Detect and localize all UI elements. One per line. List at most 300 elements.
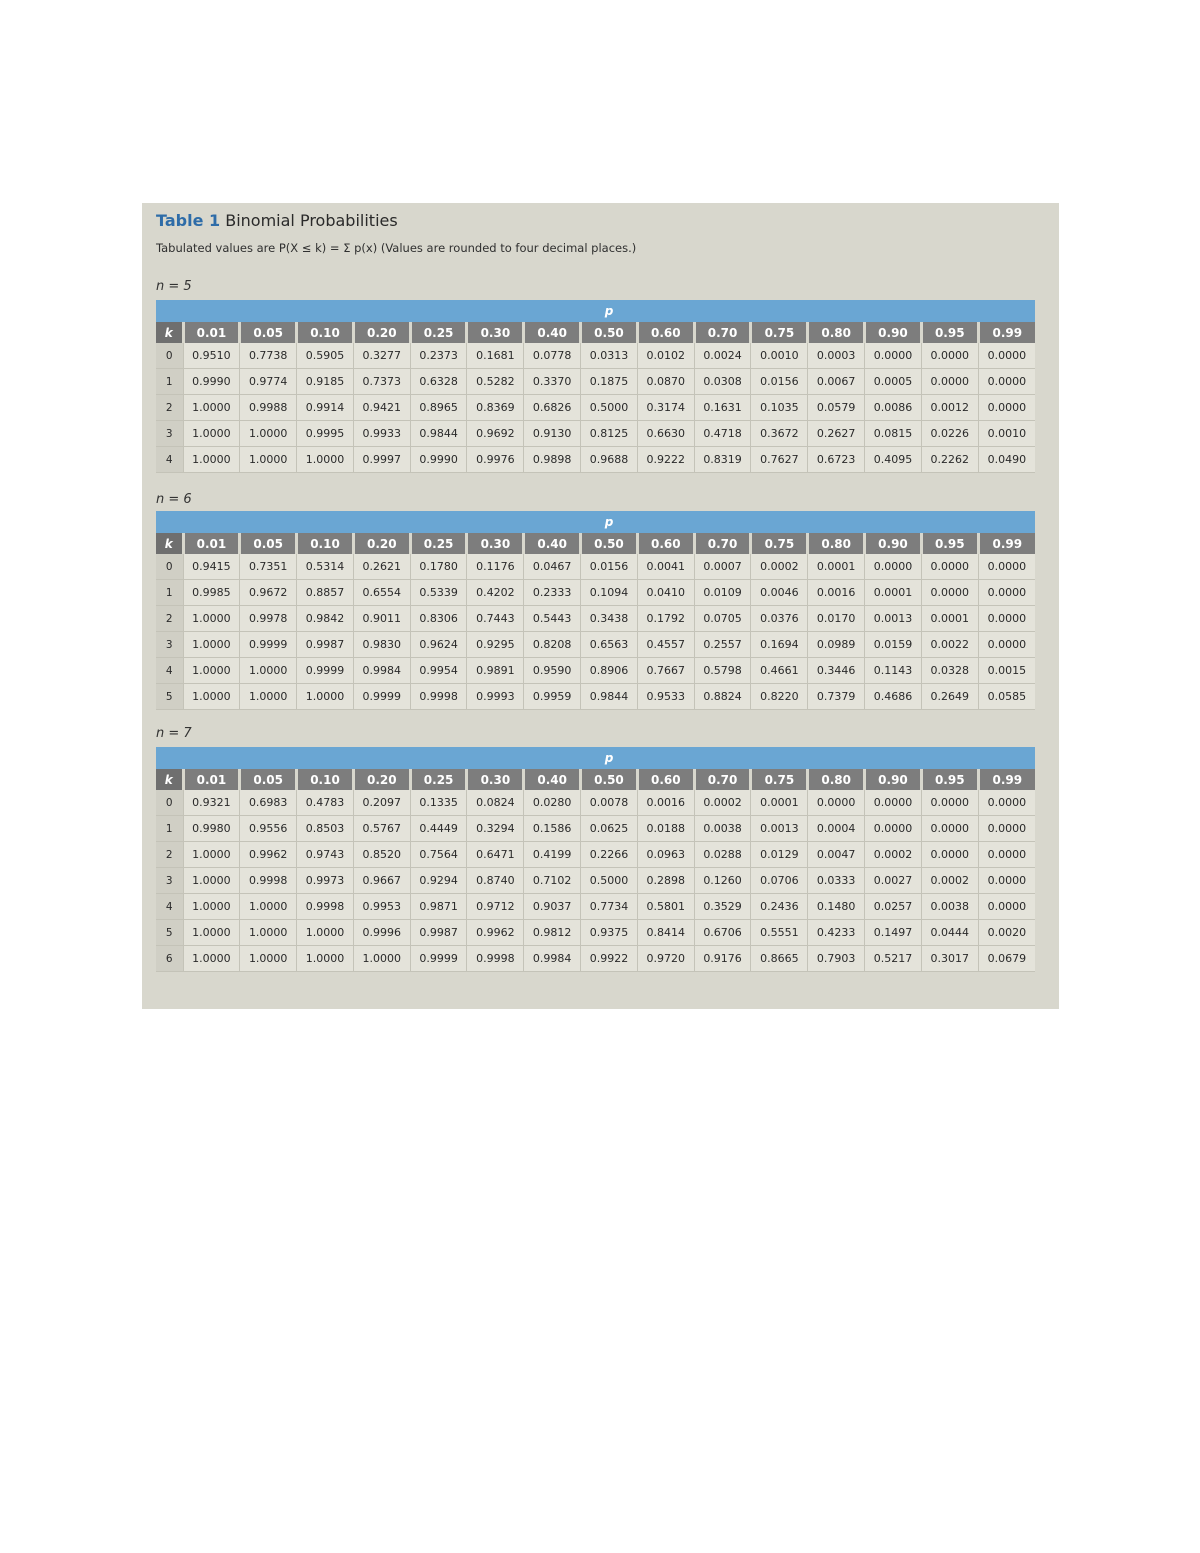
probability-cell: 1.0000 [183, 920, 240, 946]
probability-cell: 0.0156 [751, 369, 808, 395]
probability-cell: 0.4233 [808, 920, 865, 946]
p-column-header: 0.60 [637, 322, 694, 343]
probability-cell: 1.0000 [183, 632, 240, 658]
p-column-header: 0.40 [524, 322, 581, 343]
probability-cell: 0.4718 [694, 421, 751, 447]
probability-cell: 0.9774 [240, 369, 297, 395]
k-value-cell: 2 [156, 842, 183, 868]
probability-cell: 0.9999 [410, 946, 467, 972]
n-label: n = 7 [156, 726, 192, 741]
probability-cell: 0.1335 [410, 790, 467, 816]
probability-cell: 0.0000 [921, 580, 978, 606]
probability-cell: 0.4199 [524, 842, 581, 868]
probability-cell: 0.5000 [581, 868, 638, 894]
p-column-header: 0.25 [410, 769, 467, 790]
probability-cell: 0.3446 [808, 658, 865, 684]
k-value-cell: 5 [156, 684, 183, 710]
p-header-row [156, 747, 1035, 769]
probability-cell: 0.8857 [297, 580, 354, 606]
probability-cell: 0.5217 [865, 946, 922, 972]
p-column-header: 0.40 [524, 769, 581, 790]
probability-cell: 0.9844 [581, 684, 638, 710]
probability-cell: 0.1631 [694, 395, 751, 421]
probability-cell: 0.1780 [410, 554, 467, 580]
probability-cell: 0.0005 [865, 369, 922, 395]
probability-cell: 0.9999 [353, 684, 410, 710]
probability-cell: 0.0022 [921, 632, 978, 658]
probability-cell: 0.0000 [978, 868, 1035, 894]
table-row [156, 421, 1035, 447]
table-title-text: Binomial Probabilities [225, 211, 398, 230]
probability-cell: 1.0000 [240, 684, 297, 710]
probability-cell: 0.9421 [353, 395, 410, 421]
probability-cell: 0.0410 [637, 580, 694, 606]
p-column-header: 0.10 [297, 322, 354, 343]
probability-cell: 1.0000 [240, 894, 297, 920]
table-row [156, 369, 1035, 395]
probability-cell: 0.0778 [524, 343, 581, 369]
table-row [156, 395, 1035, 421]
probability-cell: 0.0280 [524, 790, 581, 816]
probability-cell: 1.0000 [297, 920, 354, 946]
probability-cell: 0.2097 [353, 790, 410, 816]
table-row [156, 842, 1035, 868]
probability-cell: 0.2898 [637, 868, 694, 894]
probability-cell: 0.9922 [581, 946, 638, 972]
probability-cell: 0.0226 [921, 421, 978, 447]
probability-cell: 0.3438 [581, 606, 638, 632]
probability-cell: 0.0824 [467, 790, 524, 816]
probability-cell: 0.9976 [467, 447, 524, 473]
probability-cell: 0.0001 [865, 580, 922, 606]
probability-cell: 0.9990 [183, 369, 240, 395]
probability-cell: 0.9624 [410, 632, 467, 658]
p-column-header: 0.75 [751, 533, 808, 554]
probability-cell: 0.1792 [637, 606, 694, 632]
p-column-header: 0.95 [921, 322, 978, 343]
probability-cell: 0.0000 [978, 369, 1035, 395]
probability-cell: 0.0000 [978, 816, 1035, 842]
probability-cell: 0.0257 [865, 894, 922, 920]
probability-cell: 0.5339 [410, 580, 467, 606]
k-value-cell: 4 [156, 894, 183, 920]
probability-cell: 1.0000 [183, 447, 240, 473]
probability-cell: 0.9998 [467, 946, 524, 972]
probability-cell: 1.0000 [240, 946, 297, 972]
p-header-row [156, 300, 1035, 322]
probability-cell: 0.1260 [694, 868, 751, 894]
probability-cell: 0.0625 [581, 816, 638, 842]
probability-cell: 0.0016 [808, 580, 865, 606]
probability-cell: 0.0000 [978, 554, 1035, 580]
probability-cell: 0.3017 [921, 946, 978, 972]
p-header-label: p [183, 300, 1035, 322]
probability-cell: 0.0870 [637, 369, 694, 395]
probability-cell: 0.2649 [921, 684, 978, 710]
p-column-header: 0.30 [467, 769, 524, 790]
probability-cell: 0.3529 [694, 894, 751, 920]
k-value-cell: 3 [156, 632, 183, 658]
probability-table [156, 300, 1035, 473]
probability-cell: 0.3294 [467, 816, 524, 842]
k-value-cell: 2 [156, 395, 183, 421]
probability-cell: 0.0159 [865, 632, 922, 658]
probability-table [156, 747, 1035, 972]
probability-cell: 0.9556 [240, 816, 297, 842]
table-row [156, 580, 1035, 606]
probability-cell: 0.6554 [353, 580, 410, 606]
p-column-header: 0.05 [240, 322, 297, 343]
probability-cell: 0.9294 [410, 868, 467, 894]
probability-cell: 0.5282 [467, 369, 524, 395]
probability-cell: 0.0010 [978, 421, 1035, 447]
probability-cell: 0.7373 [353, 369, 410, 395]
p-column-header: 0.95 [921, 533, 978, 554]
probability-cell: 0.8125 [581, 421, 638, 447]
probability-cell: 0.3672 [751, 421, 808, 447]
k-value-cell: 4 [156, 447, 183, 473]
p-column-header: 0.75 [751, 322, 808, 343]
p-column-header: 0.01 [183, 769, 240, 790]
probability-cell: 0.9743 [297, 842, 354, 868]
p-column-header: 0.80 [808, 769, 865, 790]
probability-cell: 0.0002 [865, 842, 922, 868]
probability-cell: 0.1875 [581, 369, 638, 395]
probability-cell: 0.6630 [637, 421, 694, 447]
probability-cell: 0.0024 [694, 343, 751, 369]
probability-cell: 1.0000 [183, 894, 240, 920]
probability-cell: 1.0000 [353, 946, 410, 972]
probability-cell: 0.0000 [978, 842, 1035, 868]
column-header-row [156, 769, 1035, 790]
probability-cell: 0.5801 [637, 894, 694, 920]
probability-cell: 0.0444 [921, 920, 978, 946]
probability-cell: 1.0000 [297, 447, 354, 473]
probability-cell: 0.1176 [467, 554, 524, 580]
probability-cell: 0.4557 [637, 632, 694, 658]
probability-cell: 0.0001 [808, 554, 865, 580]
probability-cell: 0.0313 [581, 343, 638, 369]
probability-cell: 1.0000 [183, 421, 240, 447]
probability-cell: 0.9842 [297, 606, 354, 632]
probability-cell: 0.4449 [410, 816, 467, 842]
probability-cell: 0.9688 [581, 447, 638, 473]
binomial-table-panel [142, 203, 1059, 1009]
p-column-header: 0.50 [581, 533, 638, 554]
probability-cell: 0.0963 [637, 842, 694, 868]
table-row [156, 554, 1035, 580]
probability-cell: 0.0000 [921, 554, 978, 580]
probability-cell: 0.9988 [240, 395, 297, 421]
probability-cell: 0.8414 [637, 920, 694, 946]
probability-table [156, 511, 1035, 710]
probability-cell: 0.9997 [353, 447, 410, 473]
probability-cell: 0.9415 [183, 554, 240, 580]
probability-cell: 0.0156 [581, 554, 638, 580]
probability-cell: 0.0000 [921, 369, 978, 395]
probability-cell: 0.9375 [581, 920, 638, 946]
p-column-header: 0.90 [865, 322, 922, 343]
probability-cell: 0.6983 [240, 790, 297, 816]
probability-cell: 0.9891 [467, 658, 524, 684]
probability-cell: 0.9871 [410, 894, 467, 920]
probability-cell: 0.9590 [524, 658, 581, 684]
probability-cell: 0.5314 [297, 554, 354, 580]
probability-cell: 0.0012 [921, 395, 978, 421]
probability-cell: 0.9712 [467, 894, 524, 920]
p-column-header: 0.80 [808, 322, 865, 343]
p-column-header: 0.05 [240, 533, 297, 554]
probability-cell: 0.0038 [694, 816, 751, 842]
p-column-header: 0.99 [978, 769, 1035, 790]
probability-cell: 0.1480 [808, 894, 865, 920]
probability-cell: 1.0000 [183, 868, 240, 894]
probability-cell: 0.2557 [694, 632, 751, 658]
probability-cell: 0.6706 [694, 920, 751, 946]
k-value-cell: 0 [156, 790, 183, 816]
p-column-header: 0.25 [410, 533, 467, 554]
probability-cell: 0.9830 [353, 632, 410, 658]
probability-cell: 0.8306 [410, 606, 467, 632]
probability-cell: 0.8965 [410, 395, 467, 421]
table-row [156, 684, 1035, 710]
probability-cell: 1.0000 [297, 946, 354, 972]
column-header-row [156, 322, 1035, 343]
probability-cell: 0.9987 [297, 632, 354, 658]
probability-cell: 0.0308 [694, 369, 751, 395]
p-column-header: 0.30 [467, 533, 524, 554]
probability-cell: 0.0000 [921, 842, 978, 868]
p-column-header: 0.50 [581, 769, 638, 790]
probability-cell: 0.6471 [467, 842, 524, 868]
probability-cell: 0.7102 [524, 868, 581, 894]
probability-cell: 0.0989 [808, 632, 865, 658]
probability-cell: 0.0000 [865, 343, 922, 369]
probability-cell: 0.9692 [467, 421, 524, 447]
p-header-label: p [183, 747, 1035, 769]
probability-cell: 0.9037 [524, 894, 581, 920]
p-column-header: 0.99 [978, 322, 1035, 343]
probability-cell: 0.9898 [524, 447, 581, 473]
probability-cell: 0.7627 [751, 447, 808, 473]
probability-cell: 0.0002 [751, 554, 808, 580]
table-row [156, 447, 1035, 473]
probability-cell: 0.9998 [410, 684, 467, 710]
k-column-header: k [156, 533, 183, 554]
probability-cell: 1.0000 [183, 946, 240, 972]
table-title [156, 211, 398, 230]
k-value-cell: 3 [156, 868, 183, 894]
probability-cell: 0.7903 [808, 946, 865, 972]
probability-cell: 0.0015 [978, 658, 1035, 684]
k-column-header: k [156, 322, 183, 343]
table-row [156, 816, 1035, 842]
probability-cell: 0.0067 [808, 369, 865, 395]
p-column-header: 0.60 [637, 769, 694, 790]
probability-cell: 0.7667 [637, 658, 694, 684]
probability-cell: 1.0000 [240, 658, 297, 684]
p-column-header: 0.75 [751, 769, 808, 790]
probability-cell: 0.7738 [240, 343, 297, 369]
probability-cell: 0.8665 [751, 946, 808, 972]
probability-cell: 0.9995 [297, 421, 354, 447]
p-column-header: 0.20 [353, 533, 410, 554]
probability-cell: 0.0000 [978, 395, 1035, 421]
probability-cell: 0.0000 [921, 790, 978, 816]
probability-cell: 0.0016 [637, 790, 694, 816]
probability-cell: 0.0038 [921, 894, 978, 920]
probability-cell: 0.0102 [637, 343, 694, 369]
probability-cell: 0.9295 [467, 632, 524, 658]
probability-cell: 0.5443 [524, 606, 581, 632]
probability-cell: 0.9987 [410, 920, 467, 946]
probability-cell: 0.0010 [751, 343, 808, 369]
probability-cell: 1.0000 [183, 842, 240, 868]
probability-cell: 0.0004 [808, 816, 865, 842]
k-value-cell: 1 [156, 369, 183, 395]
k-value-cell: 3 [156, 421, 183, 447]
probability-cell: 0.5767 [353, 816, 410, 842]
p-column-header: 0.20 [353, 322, 410, 343]
probability-cell: 0.0000 [865, 554, 922, 580]
probability-cell: 0.9844 [410, 421, 467, 447]
table-row [156, 343, 1035, 369]
probability-cell: 0.2436 [751, 894, 808, 920]
probability-cell: 0.9953 [353, 894, 410, 920]
probability-cell: 0.0001 [921, 606, 978, 632]
probability-cell: 0.9720 [637, 946, 694, 972]
probability-cell: 0.5000 [581, 395, 638, 421]
probability-cell: 0.0001 [751, 790, 808, 816]
k-value-cell: 1 [156, 580, 183, 606]
p-column-header: 0.70 [694, 533, 751, 554]
table-row [156, 658, 1035, 684]
probability-cell: 0.0002 [694, 790, 751, 816]
probability-cell: 0.2262 [921, 447, 978, 473]
probability-cell: 0.1143 [865, 658, 922, 684]
probability-cell: 1.0000 [240, 920, 297, 946]
probability-cell: 0.5551 [751, 920, 808, 946]
probability-cell: 0.0288 [694, 842, 751, 868]
table-number: Table 1 [156, 211, 221, 230]
probability-cell: 0.4202 [467, 580, 524, 606]
probability-cell: 0.0376 [751, 606, 808, 632]
probability-cell: 1.0000 [297, 684, 354, 710]
p-column-header: 0.20 [353, 769, 410, 790]
probability-cell: 0.9962 [240, 842, 297, 868]
probability-cell: 0.4783 [297, 790, 354, 816]
probability-cell: 0.3277 [353, 343, 410, 369]
probability-cell: 0.0000 [978, 894, 1035, 920]
probability-cell: 0.0013 [865, 606, 922, 632]
probability-cell: 0.9954 [410, 658, 467, 684]
probability-cell: 0.9533 [637, 684, 694, 710]
probability-cell: 0.9914 [297, 395, 354, 421]
probability-cell: 0.9999 [240, 632, 297, 658]
probability-cell: 0.0002 [921, 868, 978, 894]
probability-cell: 0.1035 [751, 395, 808, 421]
probability-cell: 0.0000 [921, 343, 978, 369]
probability-cell: 0.9321 [183, 790, 240, 816]
p-column-header: 0.25 [410, 322, 467, 343]
probability-cell: 0.8503 [297, 816, 354, 842]
probability-cell: 0.8906 [581, 658, 638, 684]
probability-cell: 0.0003 [808, 343, 865, 369]
probability-cell: 0.0000 [978, 580, 1035, 606]
probability-cell: 0.0129 [751, 842, 808, 868]
probability-cell: 0.0000 [978, 790, 1035, 816]
probability-cell: 0.7564 [410, 842, 467, 868]
probability-cell: 1.0000 [183, 395, 240, 421]
probability-cell: 0.0188 [637, 816, 694, 842]
probability-cell: 0.9985 [183, 580, 240, 606]
probability-cell: 0.1586 [524, 816, 581, 842]
probability-cell: 0.9998 [240, 868, 297, 894]
p-column-header: 0.40 [524, 533, 581, 554]
probability-cell: 0.0679 [978, 946, 1035, 972]
p-column-header: 0.80 [808, 533, 865, 554]
probability-cell: 0.1094 [581, 580, 638, 606]
p-column-header: 0.01 [183, 533, 240, 554]
probability-cell: 0.9185 [297, 369, 354, 395]
probability-cell: 0.0170 [808, 606, 865, 632]
table-row [156, 894, 1035, 920]
k-value-cell: 0 [156, 554, 183, 580]
probability-cell: 0.9011 [353, 606, 410, 632]
p-column-header: 0.95 [921, 769, 978, 790]
probability-cell: 0.9996 [353, 920, 410, 946]
probability-cell: 0.0086 [865, 395, 922, 421]
probability-cell: 0.9984 [524, 946, 581, 972]
probability-cell: 0.0705 [694, 606, 751, 632]
probability-cell: 0.0579 [808, 395, 865, 421]
probability-cell: 0.9973 [297, 868, 354, 894]
probability-cell: 0.8824 [694, 684, 751, 710]
probability-cell: 0.3370 [524, 369, 581, 395]
k-value-cell: 0 [156, 343, 183, 369]
probability-cell: 0.9510 [183, 343, 240, 369]
k-value-cell: 1 [156, 816, 183, 842]
probability-cell: 0.2266 [581, 842, 638, 868]
probability-cell: 0.0020 [978, 920, 1035, 946]
probability-cell: 0.9998 [297, 894, 354, 920]
probability-cell: 0.6723 [808, 447, 865, 473]
probability-cell: 0.2621 [353, 554, 410, 580]
probability-cell: 0.2373 [410, 343, 467, 369]
probability-cell: 0.7734 [581, 894, 638, 920]
probability-cell: 0.9978 [240, 606, 297, 632]
probability-cell: 0.9222 [637, 447, 694, 473]
n-label: n = 6 [156, 492, 192, 507]
probability-cell: 0.0047 [808, 842, 865, 868]
probability-cell: 0.0000 [808, 790, 865, 816]
p-header-row [156, 511, 1035, 533]
probability-cell: 0.0109 [694, 580, 751, 606]
probability-cell: 0.1681 [467, 343, 524, 369]
table-row [156, 946, 1035, 972]
probability-cell: 0.8520 [353, 842, 410, 868]
probability-cell: 0.0490 [978, 447, 1035, 473]
probability-cell: 0.0027 [865, 868, 922, 894]
probability-cell: 0.9130 [524, 421, 581, 447]
probability-cell: 0.4686 [865, 684, 922, 710]
probability-cell: 0.0078 [581, 790, 638, 816]
p-header-blank [156, 747, 183, 769]
probability-cell: 0.9933 [353, 421, 410, 447]
probability-cell: 0.0467 [524, 554, 581, 580]
p-header-blank [156, 300, 183, 322]
probability-cell: 1.0000 [183, 606, 240, 632]
